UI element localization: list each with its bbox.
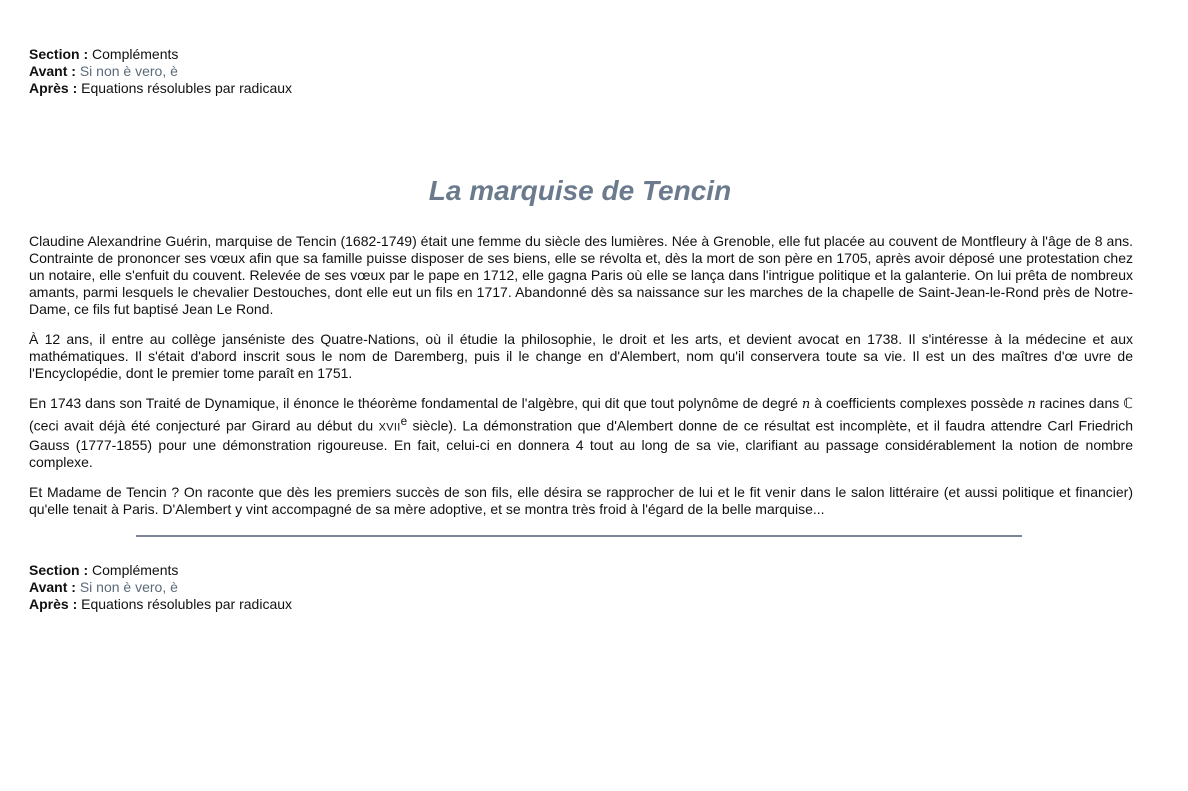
century-superscript: e (400, 415, 408, 428)
section-row (29, 46, 292, 63)
paragraph-3 (29, 395, 1133, 471)
prev-link[interactable]: Si non è vero, è (79, 579, 178, 595)
complex-numbers-symbol: ℂ (1123, 396, 1133, 412)
section-link[interactable]: Compléments (92, 46, 179, 62)
bottom-navigation (29, 562, 292, 613)
paragraph-3-text-c: racines dans (1035, 395, 1124, 411)
paragraph-3-text-e: siècle). La démonstration que d'Alembert donne de ce résultat est incomplète, et il faudra attendre Carl Friedrich Gauss (1777-1855) pour une démonstration rigoureuse. En fait, celui-ci en donnera 4 tout au long de sa vie, clarifiant au passage considérablement la notion de nombre complexe. (29, 417, 1133, 470)
page-title: La marquise de Tencin (428, 175, 732, 206)
separator-rule (136, 535, 1022, 537)
math-n: n (801, 397, 811, 412)
next-link[interactable]: Equations résolubles par radicaux (81, 80, 293, 96)
next-link[interactable]: Equations résolubles par radicaux (81, 596, 293, 612)
paragraph-3-text-a: En 1743 dans son Traité de Dynamique, il énonce le théorème fondamental de l'algèbre, qui dit que tout polynôme de degré (29, 395, 802, 411)
next-row (29, 80, 292, 97)
prev-row (29, 579, 292, 596)
section-row (29, 562, 292, 579)
section-link[interactable]: Compléments (92, 562, 179, 578)
prev-link[interactable]: Si non è vero, è (79, 63, 178, 79)
top-navigation (29, 46, 292, 97)
paragraph-1: Claudine Alexandrine Guérin, marquise de Tencin (1682-1749) était une femme du siècle des lumières. Née à Grenoble, elle fut placée au couvent de Montfleury à l'âge de 8 ans. Contrainte de prononcer ses vœux afin que sa famille puisse disposer de ses biens, elle se révolta et, dès la mort de son père en 1705, après avoir déposé une protestation chez un notaire, elle s'enfuit du couvent. Relevée de ses vœux par le pape en 1712, elle gagna Paris où elle se lança dans l'intrigue politique et la galanterie. On lui prêta de nombreux amants, parmi lesquels le chevalier Destouches, dont elle eut un fils en 1717. Abandonné dès sa naissance sur les marches de la chapelle de Saint-Jean-le-Rond près de Notre-Dame, ce fils fut baptisé Jean Le Rond. (29, 233, 1133, 317)
paragraph-2: À 12 ans, il entre au collège janséniste des Quatre-Nations, où il étudie la philosophie, le droit et les arts, et devient avocat en 1738. Il s'intéresse à la médecine et aux mathématiques. Il s'était d'abord inscrit sous le nom de Daremberg, puis il le change en d'Alembert, nom qu'il conservera toute sa vie. Il est un des maîtres d'œ uvre de l'Encyclopédie, dont le premier tome paraît en 1751. (29, 331, 1133, 381)
paragraph-4: Et Madame de Tencin ? On raconte que dès les premiers succès de son fils, elle désira se rapprocher de lui et le fit venir dans le salon littéraire (et aussi politique et financier) qu'elle tenait à Paris. D'Alembert y vint accompagné de sa mère adoptive, et se montra très froid à l'égard de la belle marquise... (29, 483, 1133, 517)
prev-row (29, 63, 292, 80)
paragraph-3-text-d: (ceci avait déjà été conjecturé par Girard au début du (29, 417, 379, 434)
century-numeral: XVII (378, 421, 401, 434)
prev-label: Avant : (29, 63, 76, 79)
next-label: Après : (29, 596, 78, 612)
section-label: Section : (29, 46, 89, 62)
math-n: n (1027, 397, 1036, 412)
next-row (29, 596, 292, 613)
paragraph-3-text-b: à coefficients complexes possède (810, 395, 1028, 411)
section-label: Section : (29, 562, 89, 578)
next-label: Après : (29, 80, 78, 96)
article-body (29, 233, 1133, 531)
prev-label: Avant : (29, 579, 76, 595)
